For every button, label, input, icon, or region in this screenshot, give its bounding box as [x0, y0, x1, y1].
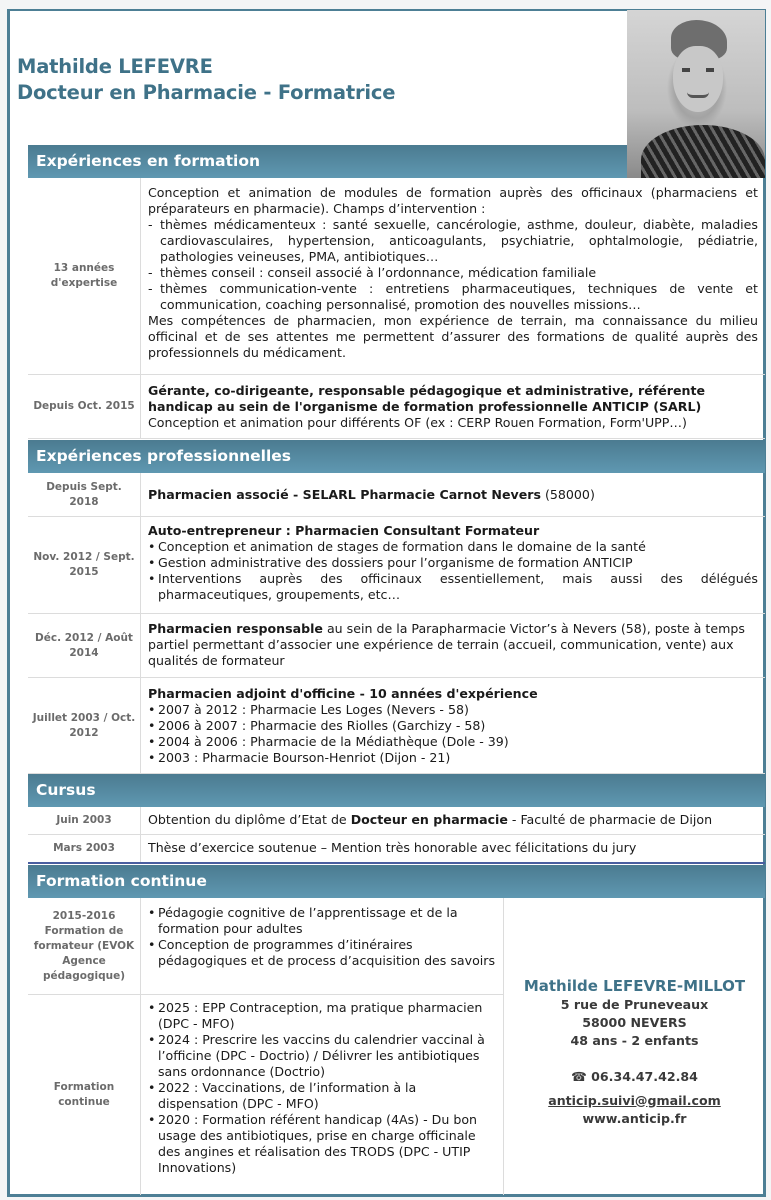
- row-content: [141, 995, 503, 1195]
- row-title: Pharmacien associé - SELARL Pharmacie Carnot Nevers: [148, 487, 541, 502]
- row-date: Juillet 2003 / Oct. 2012: [28, 678, 141, 773]
- row-intro: Conception et animation de modules de formation auprès des officinaux (pharmaciens et préparateurs en pharmacie). Champs d’intervention :: [148, 185, 758, 216]
- table-row: [28, 614, 765, 678]
- row-content: [141, 375, 765, 438]
- contact-name: Mathilde LEFEVRE-MILLOT: [523, 976, 746, 995]
- contact-website-link[interactable]: www.anticip.fr: [582, 1110, 687, 1126]
- list-item: • 2024 : Prescrire les vaccins du calendrier vaccinal à l’officine (DPC - Doctrio) / Délivrer les antibiotiques sans ordonnance (Doctrio): [148, 1032, 496, 1080]
- table-row: [28, 375, 765, 439]
- row-date: Depuis Oct. 2015: [28, 375, 141, 438]
- row-title: Gérante, co-dirigeante, responsable pédagogique et administrative, référente handicap au sein de l'organisme de formation professionnelle ANTICIP (SARL): [148, 383, 706, 414]
- profile-photo: [627, 10, 765, 178]
- table-row: [28, 995, 503, 1195]
- list-item: • 2006 à 2007 : Pharmacie des Riolles (Garchizy - 58): [148, 718, 758, 734]
- phone-icon: ☎: [571, 1068, 587, 1084]
- topic-list: [148, 217, 758, 313]
- photo-mouth-shape: [687, 92, 709, 98]
- list-item: - thèmes conseil : conseil associé à l’ordonnance, médication familiale: [148, 265, 758, 281]
- table-row: [28, 898, 503, 995]
- list-item: • 2003 : Pharmacie Bourson-Henriot (Dijon - 21): [148, 750, 758, 766]
- pharmacy-list: [148, 702, 758, 766]
- list-item: • Conception et animation de stages de formation dans le domaine de la santé: [148, 539, 758, 555]
- row-content: [141, 807, 765, 834]
- row-title: Docteur en pharmacie: [350, 812, 508, 827]
- row-text-before: Obtention du diplôme d’Etat de: [148, 812, 351, 827]
- list-item: • Conception de programmes d’itinéraires pédagogiques et de process d’acquisition des savoirs: [148, 937, 496, 969]
- person-name: Mathilde LEFEVRE: [17, 55, 213, 78]
- table-row: [28, 517, 765, 614]
- contact-address: 5 rue de Pruneveaux: [560, 996, 709, 1012]
- row-content: [141, 614, 765, 677]
- row-content: [141, 898, 503, 994]
- row-date: Juin 2003: [28, 807, 141, 834]
- row-title: Pharmacien responsable: [148, 621, 323, 636]
- contact-city: 58000 NEVERS: [582, 1014, 687, 1030]
- photo-eyes-shape: [682, 68, 714, 72]
- list-item: • 2022 : Vaccinations, de l’information à la dispensation (DPC - MFO): [148, 1080, 496, 1112]
- section-header-formation: Expériences en formation: [28, 145, 627, 178]
- row-content: [141, 835, 765, 862]
- table-row: [28, 835, 765, 864]
- contact-email-link[interactable]: anticip.suivi@gmail.com: [548, 1092, 721, 1108]
- row-date: Nov. 2012 / Sept. 2015: [28, 517, 141, 613]
- row-text: au sein de la Parapharmacie Victor’s à Nevers (58), poste à temps partiel permettant d’associer une expérience de terrain (accueil, communication, vente) aux qualités de formateur: [148, 621, 745, 668]
- training-list: [148, 1000, 496, 1176]
- list-item: • Pédagogie cognitive de l’apprentissage et de la formation pour adultes: [148, 905, 496, 937]
- row-text-after: - Faculté de pharmacie de Dijon: [507, 812, 713, 827]
- row-text: Conception et animation pour différents OF (ex : CERP Rouen Formation, Form'UPP…): [148, 415, 687, 430]
- row-content: [141, 517, 765, 613]
- list-item: • 2007 à 2012 : Pharmacie Les Loges (Nevers - 58): [148, 702, 758, 718]
- list-item: - thèmes médicamenteux : santé sexuelle, cancérologie, asthme, douleur, diabète, maladies cardiovasculaires, hypertension, anticoagulants, psychiatrie, ophtalmologie, pédiatrie, pathologies veineuses, PMA, antibiotiques…: [148, 217, 758, 265]
- task-list: [148, 539, 758, 603]
- row-date: Mars 2003: [28, 835, 141, 862]
- list-item: • 2004 à 2006 : Pharmacie de la Médiathèque (Dole - 39): [148, 734, 758, 750]
- section-header-cursus: Cursus: [28, 774, 765, 807]
- section-header-professional: Expériences professionnelles: [28, 440, 765, 473]
- row-date: 13 années d'expertise: [28, 178, 141, 374]
- cv-page: [7, 9, 766, 1197]
- contact-phone: [571, 1068, 698, 1086]
- contact-card: [503, 898, 765, 1195]
- row-text: Thèse d’exercice soutenue – Mention très honorable avec félicitations du jury: [148, 840, 637, 855]
- table-row: [28, 678, 765, 774]
- cv-header: [17, 54, 395, 106]
- row-title: Pharmacien adjoint d'officine - 10 années d'expérience: [148, 686, 538, 701]
- row-content: [141, 678, 765, 773]
- row-outro: Mes compétences de pharmacien, mon expérience de terrain, ma connaissance du milieu officinal et de ses attentes me permettent d’assurer des formations de qualité auprès des professionnels du médicament.: [148, 313, 758, 360]
- row-text: (58000): [540, 487, 595, 502]
- row-date: 2015-2016 Formation de formateur (EVOK Agence pédagogique): [28, 898, 141, 994]
- row-content: [141, 473, 765, 516]
- contact-personal: 48 ans - 2 enfants: [570, 1032, 699, 1048]
- row-date: Depuis Sept. 2018: [28, 473, 141, 516]
- table-row: [28, 807, 765, 835]
- photo-body-shape: [641, 125, 765, 178]
- phone-number[interactable]: 06.34.47.42.84: [591, 1068, 698, 1084]
- table-row: [28, 178, 765, 375]
- list-item: - thèmes communication-vente : entretiens pharmaceutiques, techniques de vente et communication, coaching personnalisé, promotion des nouvelles missions…: [148, 281, 758, 313]
- list-item: • Interventions auprès des officinaux essentiellement, mais aussi des délégués pharmaceutiques, groupements, etc…: [148, 571, 758, 603]
- row-content: [141, 178, 765, 374]
- list-item: • 2020 : Formation référent handicap (4As) - Du bon usage des antibiotiques, prise en charge officinale des angines et réalisation des TRODS (DPC - UTIP Innovations): [148, 1112, 496, 1176]
- list-item: • 2025 : EPP Contraception, ma pratique pharmacien (DPC - MFO): [148, 1000, 496, 1032]
- table-row: [28, 473, 765, 517]
- job-title: Docteur en Pharmacie - Formatrice: [17, 81, 396, 104]
- list-item: • Gestion administrative des dossiers pour l’organisme de formation ANTICIP: [148, 555, 758, 571]
- section-header-continuing: Formation continue: [28, 865, 765, 898]
- row-title: Auto-entrepreneur : Pharmacien Consultant Formateur: [148, 523, 540, 538]
- photo-face-shape: [673, 46, 723, 112]
- row-date: Déc. 2012 / Août 2014: [28, 614, 141, 677]
- training-list: [148, 905, 496, 969]
- row-date: Formation continue: [28, 995, 141, 1195]
